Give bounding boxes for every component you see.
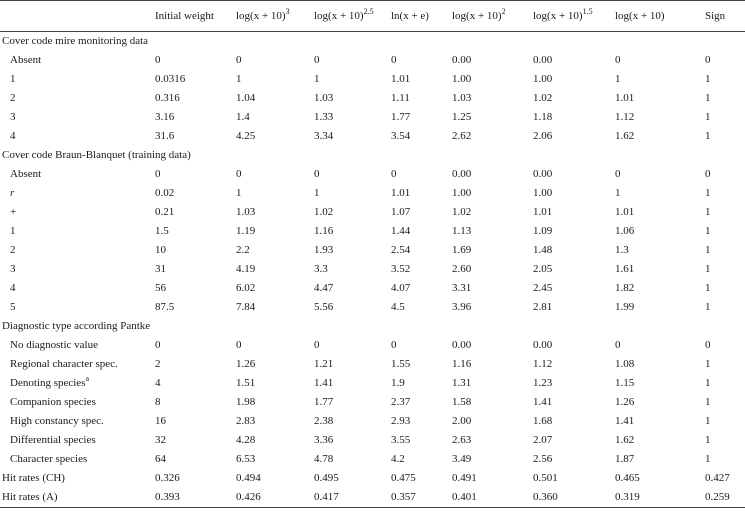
row-label bbox=[0, 336, 153, 355]
row-label-text: Absent bbox=[10, 168, 42, 180]
column-header bbox=[389, 1, 450, 32]
column-header bbox=[703, 1, 745, 32]
table-cell: 1.31 bbox=[452, 377, 472, 389]
table-cell: 2 bbox=[155, 358, 161, 370]
row-label bbox=[0, 70, 153, 89]
table-cell: 0.319 bbox=[613, 488, 703, 508]
table-cell: 0.465 bbox=[615, 472, 640, 484]
table-cell: 1.09 bbox=[533, 225, 553, 237]
table-cell: 1.55 bbox=[391, 358, 411, 370]
table-cell: 1.06 bbox=[615, 225, 635, 237]
table-cell: 7.84 bbox=[236, 301, 256, 313]
table-cell: 31 bbox=[155, 263, 166, 275]
row-label-text: Character species bbox=[10, 453, 88, 465]
column-header-label: ln(x + e) bbox=[391, 10, 429, 22]
table-cell: 1 bbox=[314, 187, 320, 199]
column-header-label: Sign bbox=[705, 10, 726, 22]
table-cell: 0.401 bbox=[450, 488, 531, 508]
table-cell: 0 bbox=[705, 54, 711, 66]
row-label bbox=[0, 260, 153, 279]
table-cell: 1.98 bbox=[236, 396, 256, 408]
table-cell: 3.96 bbox=[452, 301, 472, 313]
table-cell: 1.61 bbox=[615, 263, 635, 275]
table-cell: 1.03 bbox=[236, 206, 256, 218]
table-cell: 1.03 bbox=[314, 92, 334, 104]
table-cell: 1.02 bbox=[533, 92, 553, 104]
table-cell: 1 bbox=[705, 263, 711, 275]
table-row bbox=[0, 336, 745, 355]
table-row bbox=[0, 298, 745, 317]
column-header-label: log(x + 10) bbox=[615, 10, 665, 22]
table-cell: 1.01 bbox=[533, 206, 553, 218]
table-cell: 6.53 bbox=[236, 453, 256, 465]
row-label bbox=[0, 393, 153, 412]
table-cell: 31.6 bbox=[155, 130, 175, 142]
table-cell: 2.56 bbox=[533, 453, 553, 465]
row-label-text: 1 bbox=[10, 73, 16, 85]
table-cell: 1.19 bbox=[236, 225, 256, 237]
table-cell: 4.5 bbox=[391, 301, 405, 313]
column-header bbox=[0, 1, 153, 32]
table-cell: 1.13 bbox=[452, 225, 472, 237]
section-title: Cover code Braun-Blanquet (training data) bbox=[2, 149, 191, 161]
table-cell: 1 bbox=[705, 453, 711, 465]
table-cell: 0.326 bbox=[155, 472, 180, 484]
table-cell: 0.00 bbox=[452, 54, 472, 66]
table-cell: 2.07 bbox=[533, 434, 553, 446]
table-row bbox=[0, 108, 745, 127]
table-cell: 1.48 bbox=[533, 244, 553, 256]
table-cell: 1.00 bbox=[533, 187, 553, 199]
table-cell: 2.83 bbox=[236, 415, 256, 427]
row-label bbox=[0, 412, 153, 431]
hit-rate-row bbox=[0, 488, 745, 508]
table-row bbox=[0, 260, 745, 279]
table-cell: 1.18 bbox=[533, 111, 553, 123]
header-row bbox=[0, 1, 745, 32]
section-title: Diagnostic type according Pantke bbox=[2, 320, 151, 332]
row-label-text: Absent bbox=[10, 54, 42, 66]
table-cell: 1.01 bbox=[615, 206, 635, 218]
row-label-text: High constancy spec. bbox=[10, 415, 104, 427]
row-label-text: r bbox=[10, 187, 15, 199]
table-cell: 3.31 bbox=[452, 282, 472, 294]
table-cell: 0.259 bbox=[703, 488, 745, 508]
table-cell: 0 bbox=[314, 54, 320, 66]
table-cell: 1.21 bbox=[314, 358, 334, 370]
table-cell: 1 bbox=[705, 130, 711, 142]
table-cell: 0.02 bbox=[155, 187, 175, 199]
table-cell: 0.491 bbox=[452, 472, 477, 484]
row-label bbox=[0, 355, 153, 374]
column-header-exponent: 2.5 bbox=[363, 7, 374, 16]
table-cell: 8 bbox=[155, 396, 161, 408]
table-cell: 1 bbox=[705, 301, 711, 313]
table-cell: 4.28 bbox=[236, 434, 256, 446]
footnote-marker: a bbox=[85, 374, 90, 383]
table-cell: 2.62 bbox=[452, 130, 472, 142]
row-label-text: 4 bbox=[10, 282, 16, 294]
table-cell: 1.82 bbox=[615, 282, 635, 294]
table-cell: 0.00 bbox=[533, 168, 553, 180]
table-row bbox=[0, 127, 745, 146]
table-cell: 1.07 bbox=[391, 206, 411, 218]
table-cell: 1.51 bbox=[236, 377, 256, 389]
table-row bbox=[0, 184, 745, 203]
row-label bbox=[0, 298, 153, 317]
table-cell: 1.41 bbox=[314, 377, 334, 389]
row-label-text: 5 bbox=[10, 301, 16, 313]
table-cell: 2.05 bbox=[533, 263, 553, 275]
column-header-exponent: 3 bbox=[285, 7, 290, 16]
table-cell: 1 bbox=[705, 358, 711, 370]
table-cell: 1 bbox=[615, 187, 621, 199]
table-cell: 1.44 bbox=[391, 225, 411, 237]
table-cell: 0 bbox=[236, 339, 242, 351]
table-cell: 0 bbox=[314, 168, 320, 180]
section-header-row bbox=[0, 32, 745, 52]
table-cell: 1.08 bbox=[615, 358, 635, 370]
table-cell: 1 bbox=[705, 396, 711, 408]
table-cell: 1.33 bbox=[314, 111, 334, 123]
table-cell: 1.5 bbox=[155, 225, 169, 237]
row-label bbox=[0, 431, 153, 450]
table-cell: 4.25 bbox=[236, 130, 256, 142]
table-cell: 10 bbox=[155, 244, 166, 256]
table-cell: 0.495 bbox=[314, 472, 339, 484]
table-cell: 0.501 bbox=[533, 472, 558, 484]
table-cell: 0.494 bbox=[236, 472, 261, 484]
table-row bbox=[0, 412, 745, 431]
table-row bbox=[0, 222, 745, 241]
table-cell: 1.01 bbox=[391, 73, 411, 85]
row-label bbox=[0, 165, 153, 184]
row-label bbox=[0, 89, 153, 108]
table-cell: 1 bbox=[705, 225, 711, 237]
table-cell: 1.41 bbox=[533, 396, 553, 408]
table-cell: 4 bbox=[155, 377, 161, 389]
table-cell: 0 bbox=[705, 339, 711, 351]
table-cell: 87.5 bbox=[155, 301, 175, 313]
table-cell: 1.04 bbox=[236, 92, 256, 104]
table-cell: 0 bbox=[391, 168, 397, 180]
table-cell: 1.03 bbox=[452, 92, 472, 104]
section-header-row bbox=[0, 146, 745, 165]
table-cell: 3.3 bbox=[314, 263, 328, 275]
section-title: Cover code mire monitoring data bbox=[2, 35, 149, 47]
column-header-label: log(x + 10) bbox=[533, 10, 583, 22]
table-cell: 1 bbox=[705, 244, 711, 256]
table-cell: 1.12 bbox=[615, 111, 635, 123]
table-cell: 1.02 bbox=[452, 206, 472, 218]
table-row bbox=[0, 355, 745, 374]
table-cell: 1.93 bbox=[314, 244, 334, 256]
table-cell: 32 bbox=[155, 434, 166, 446]
table-cell: 1 bbox=[705, 415, 711, 427]
table-cell: 5.56 bbox=[314, 301, 334, 313]
table-cell: 3.54 bbox=[391, 130, 411, 142]
table-cell: 1.77 bbox=[391, 111, 411, 123]
row-label bbox=[0, 241, 153, 260]
table-cell: 2.00 bbox=[452, 415, 472, 427]
column-header bbox=[531, 1, 613, 32]
table-cell: 2.38 bbox=[314, 415, 334, 427]
table-cell: 1.69 bbox=[452, 244, 472, 256]
row-label: Hit rates (CH) bbox=[2, 472, 65, 484]
table-cell: 1.26 bbox=[236, 358, 256, 370]
table-cell: 0.426 bbox=[234, 488, 312, 508]
row-label bbox=[0, 51, 153, 70]
table-cell: 4.07 bbox=[391, 282, 411, 294]
table-cell: 0.00 bbox=[533, 54, 553, 66]
row-label-text: No diagnostic value bbox=[10, 339, 98, 351]
row-label bbox=[0, 374, 153, 393]
table-cell: 1 bbox=[705, 377, 711, 389]
table-cell: 0.00 bbox=[452, 168, 472, 180]
column-header-exponent: 2 bbox=[501, 7, 506, 16]
table-cell: 4.78 bbox=[314, 453, 334, 465]
table-cell: 1.58 bbox=[452, 396, 472, 408]
table-cell: 1.25 bbox=[452, 111, 472, 123]
table-row bbox=[0, 393, 745, 412]
table-cell: 2.06 bbox=[533, 130, 553, 142]
table-cell: 1.41 bbox=[615, 415, 635, 427]
row-label bbox=[0, 279, 153, 298]
table-row bbox=[0, 374, 745, 393]
row-label-text: 2 bbox=[10, 92, 16, 104]
column-header bbox=[312, 1, 389, 32]
column-header-exponent: 1.5 bbox=[582, 7, 593, 16]
table-cell: 0.00 bbox=[533, 339, 553, 351]
table-cell: 3.52 bbox=[391, 263, 411, 275]
table-cell: 0 bbox=[615, 168, 621, 180]
column-header-label: log(x + 10) bbox=[236, 10, 286, 22]
table-cell: 0 bbox=[391, 339, 397, 351]
table-cell: 0 bbox=[615, 54, 621, 66]
table-cell: 64 bbox=[155, 453, 166, 465]
table-cell: 56 bbox=[155, 282, 166, 294]
table-row bbox=[0, 203, 745, 222]
table-cell: 1 bbox=[705, 282, 711, 294]
row-label-text: 3 bbox=[10, 111, 16, 123]
row-label-text: 4 bbox=[10, 130, 16, 142]
table-row bbox=[0, 431, 745, 450]
table-cell: 1 bbox=[314, 73, 320, 85]
table-cell: 1.02 bbox=[314, 206, 334, 218]
column-header bbox=[234, 1, 312, 32]
table-cell: 1.11 bbox=[391, 92, 410, 104]
table-cell: 0 bbox=[155, 339, 161, 351]
table-cell: 2.63 bbox=[452, 434, 472, 446]
table-row bbox=[0, 165, 745, 184]
table-cell: 2.2 bbox=[236, 244, 250, 256]
table-row bbox=[0, 450, 745, 469]
column-header-label: Initial weight bbox=[155, 10, 214, 22]
table-cell: 1.00 bbox=[452, 187, 472, 199]
table-row bbox=[0, 279, 745, 298]
table-cell: 0 bbox=[236, 54, 242, 66]
table-header bbox=[0, 1, 745, 32]
table-cell: 1 bbox=[705, 111, 711, 123]
column-header-label: log(x + 10) bbox=[314, 10, 364, 22]
table-cell: 1 bbox=[615, 73, 621, 85]
table-cell: 3.49 bbox=[452, 453, 472, 465]
column-header bbox=[450, 1, 531, 32]
table-cell: 2.60 bbox=[452, 263, 472, 275]
row-label-text: 2 bbox=[10, 244, 16, 256]
table-cell: 1 bbox=[705, 187, 711, 199]
table-cell: 0 bbox=[705, 168, 711, 180]
table-cell: 0.00 bbox=[452, 339, 472, 351]
row-label-text: Companion species bbox=[10, 396, 96, 408]
table-cell: 1.99 bbox=[615, 301, 635, 313]
row-label-text: 3 bbox=[10, 263, 16, 275]
table-cell: 3.55 bbox=[391, 434, 411, 446]
table-row bbox=[0, 70, 745, 89]
table-cell: 2.45 bbox=[533, 282, 553, 294]
row-label-text: Regional character spec. bbox=[10, 358, 118, 370]
table-cell: 0.393 bbox=[153, 488, 234, 508]
row-label-text: + bbox=[10, 206, 17, 218]
table-cell: 2.54 bbox=[391, 244, 411, 256]
section-header-row bbox=[0, 317, 745, 336]
row-label bbox=[0, 203, 153, 222]
table-cell: 1.01 bbox=[391, 187, 411, 199]
column-header-label: log(x + 10) bbox=[452, 10, 502, 22]
table-cell: 4.19 bbox=[236, 263, 256, 275]
table-cell: 1.00 bbox=[452, 73, 472, 85]
table-cell: 1.4 bbox=[236, 111, 250, 123]
table-cell: 1.12 bbox=[533, 358, 553, 370]
table-cell: 1 bbox=[705, 92, 711, 104]
table-row bbox=[0, 89, 745, 108]
table-cell: 1 bbox=[705, 73, 711, 85]
row-label: Hit rates (A) bbox=[0, 488, 153, 508]
table-cell: 1 bbox=[705, 434, 711, 446]
table-cell: 1.62 bbox=[615, 130, 635, 142]
table-cell: 1.68 bbox=[533, 415, 553, 427]
table-cell: 0 bbox=[155, 168, 161, 180]
table-cell: 0.357 bbox=[389, 488, 450, 508]
row-label bbox=[0, 127, 153, 146]
table-cell: 1.16 bbox=[452, 358, 472, 370]
table-cell: 2.93 bbox=[391, 415, 411, 427]
table-cell: 1.3 bbox=[615, 244, 629, 256]
table-cell: 0 bbox=[391, 54, 397, 66]
table-cell: 0.21 bbox=[155, 206, 175, 218]
table-cell: 0.427 bbox=[705, 472, 730, 484]
table-cell: 2.81 bbox=[533, 301, 553, 313]
table-cell: 16 bbox=[155, 415, 166, 427]
table-cell: 3.36 bbox=[314, 434, 334, 446]
table-cell: 0 bbox=[236, 168, 242, 180]
table-cell: 1.00 bbox=[533, 73, 553, 85]
row-label-text: Denoting species bbox=[10, 377, 86, 389]
table-cell: 1.01 bbox=[615, 92, 635, 104]
table-cell: 4.47 bbox=[314, 282, 334, 294]
table-row bbox=[0, 241, 745, 260]
row-label bbox=[0, 108, 153, 127]
table-cell: 1.9 bbox=[391, 377, 405, 389]
table-cell: 1.23 bbox=[533, 377, 553, 389]
table-cell: 1.16 bbox=[314, 225, 334, 237]
table-cell: 6.02 bbox=[236, 282, 256, 294]
table-row bbox=[0, 51, 745, 70]
column-header bbox=[153, 1, 234, 32]
table-cell: 2.37 bbox=[391, 396, 411, 408]
table-cell: 3.34 bbox=[314, 130, 334, 142]
table-cell: 1.87 bbox=[615, 453, 635, 465]
table-cell: 0.417 bbox=[312, 488, 389, 508]
table-cell: 0 bbox=[155, 54, 161, 66]
row-label-text: 1 bbox=[10, 225, 16, 237]
row-label bbox=[0, 184, 153, 203]
table-cell: 0.0316 bbox=[155, 73, 186, 85]
table-cell: 0 bbox=[615, 339, 621, 351]
row-label bbox=[0, 450, 153, 469]
column-header bbox=[613, 1, 703, 32]
table-cell: 4.2 bbox=[391, 453, 405, 465]
hit-rate-row bbox=[0, 469, 745, 488]
table-cell: 1.15 bbox=[615, 377, 635, 389]
table-cell: 1.62 bbox=[615, 434, 635, 446]
table-cell: 3.16 bbox=[155, 111, 175, 123]
table-cell: 1.26 bbox=[615, 396, 635, 408]
table-cell: 1.77 bbox=[314, 396, 334, 408]
row-label bbox=[0, 222, 153, 241]
table-cell: 0.360 bbox=[531, 488, 613, 508]
table-cell: 1 bbox=[236, 187, 242, 199]
table-cell: 0.475 bbox=[391, 472, 416, 484]
table-cell: 0.316 bbox=[155, 92, 180, 104]
table-body bbox=[0, 32, 745, 508]
table-cell: 0 bbox=[314, 339, 320, 351]
table-cell: 1 bbox=[236, 73, 242, 85]
row-label-text: Differential species bbox=[10, 434, 96, 446]
table-cell: 1 bbox=[705, 206, 711, 218]
